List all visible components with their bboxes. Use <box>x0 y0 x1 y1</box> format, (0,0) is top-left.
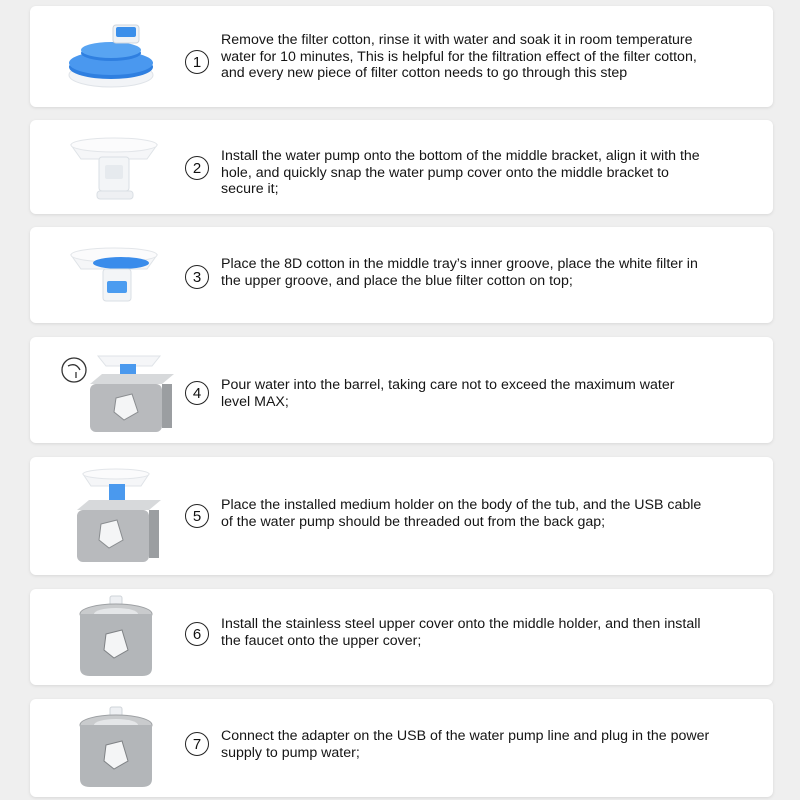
step-card-3 <box>30 227 773 323</box>
step-number-badge: 2 <box>185 156 209 180</box>
pour-water-barrel-icon <box>46 337 186 443</box>
step-2-text: Install the water pump onto the bottom of the middle bracket, align it with the hole, and quickly snap the water pump cover onto the middle bracket to secure it; <box>221 148 700 198</box>
step-5-text: Place the installed medium holder on the body of the tub, and the USB cable of the water pump should be threaded out from the back gap; <box>221 497 702 530</box>
step-1-text: Remove the filter cotton, rinse it with water and soak it in room temperature water for 10 minutes, This is helpful for the filtration effect of the filter cotton, and every new piece of filter cotton needs to go through this step <box>221 32 697 82</box>
step-number-badge: 5 <box>185 504 209 528</box>
step-6-text: Install the stainless steel upper cover onto the middle holder, and then install the faucet onto the upper cover; <box>221 616 701 649</box>
filter-cotton-stack-icon <box>46 6 186 107</box>
step-3-text: Place the 8D cotton in the middle tray’s inner groove, place the white filter in the upper groove, and place the blue filter cotton on top; <box>221 256 698 289</box>
step-number-badge: 4 <box>185 381 209 405</box>
step-card-5 <box>30 457 773 575</box>
holder-on-tub-icon <box>46 457 186 575</box>
step-card-1 <box>30 6 773 107</box>
step-number-badge: 1 <box>185 50 209 74</box>
pump-middle-bracket-icon <box>46 120 186 214</box>
step-7-text: Connect the adapter on the USB of the water pump line and plug in the power supply to pump water; <box>221 728 710 761</box>
step-card-4 <box>30 337 773 443</box>
step-card-7 <box>30 699 773 797</box>
steel-cover-faucet-icon <box>46 589 186 685</box>
assembled-fountain-icon <box>46 699 186 797</box>
step-number-badge: 6 <box>185 622 209 646</box>
step-4-text: Pour water into the barrel, taking care not to exceed the maximum water level MAX; <box>221 377 675 410</box>
step-number-badge: 7 <box>185 732 209 756</box>
step-card-2 <box>30 120 773 214</box>
step-card-6 <box>30 589 773 685</box>
middle-tray-filters-icon <box>46 227 186 323</box>
step-number-badge: 3 <box>185 265 209 289</box>
